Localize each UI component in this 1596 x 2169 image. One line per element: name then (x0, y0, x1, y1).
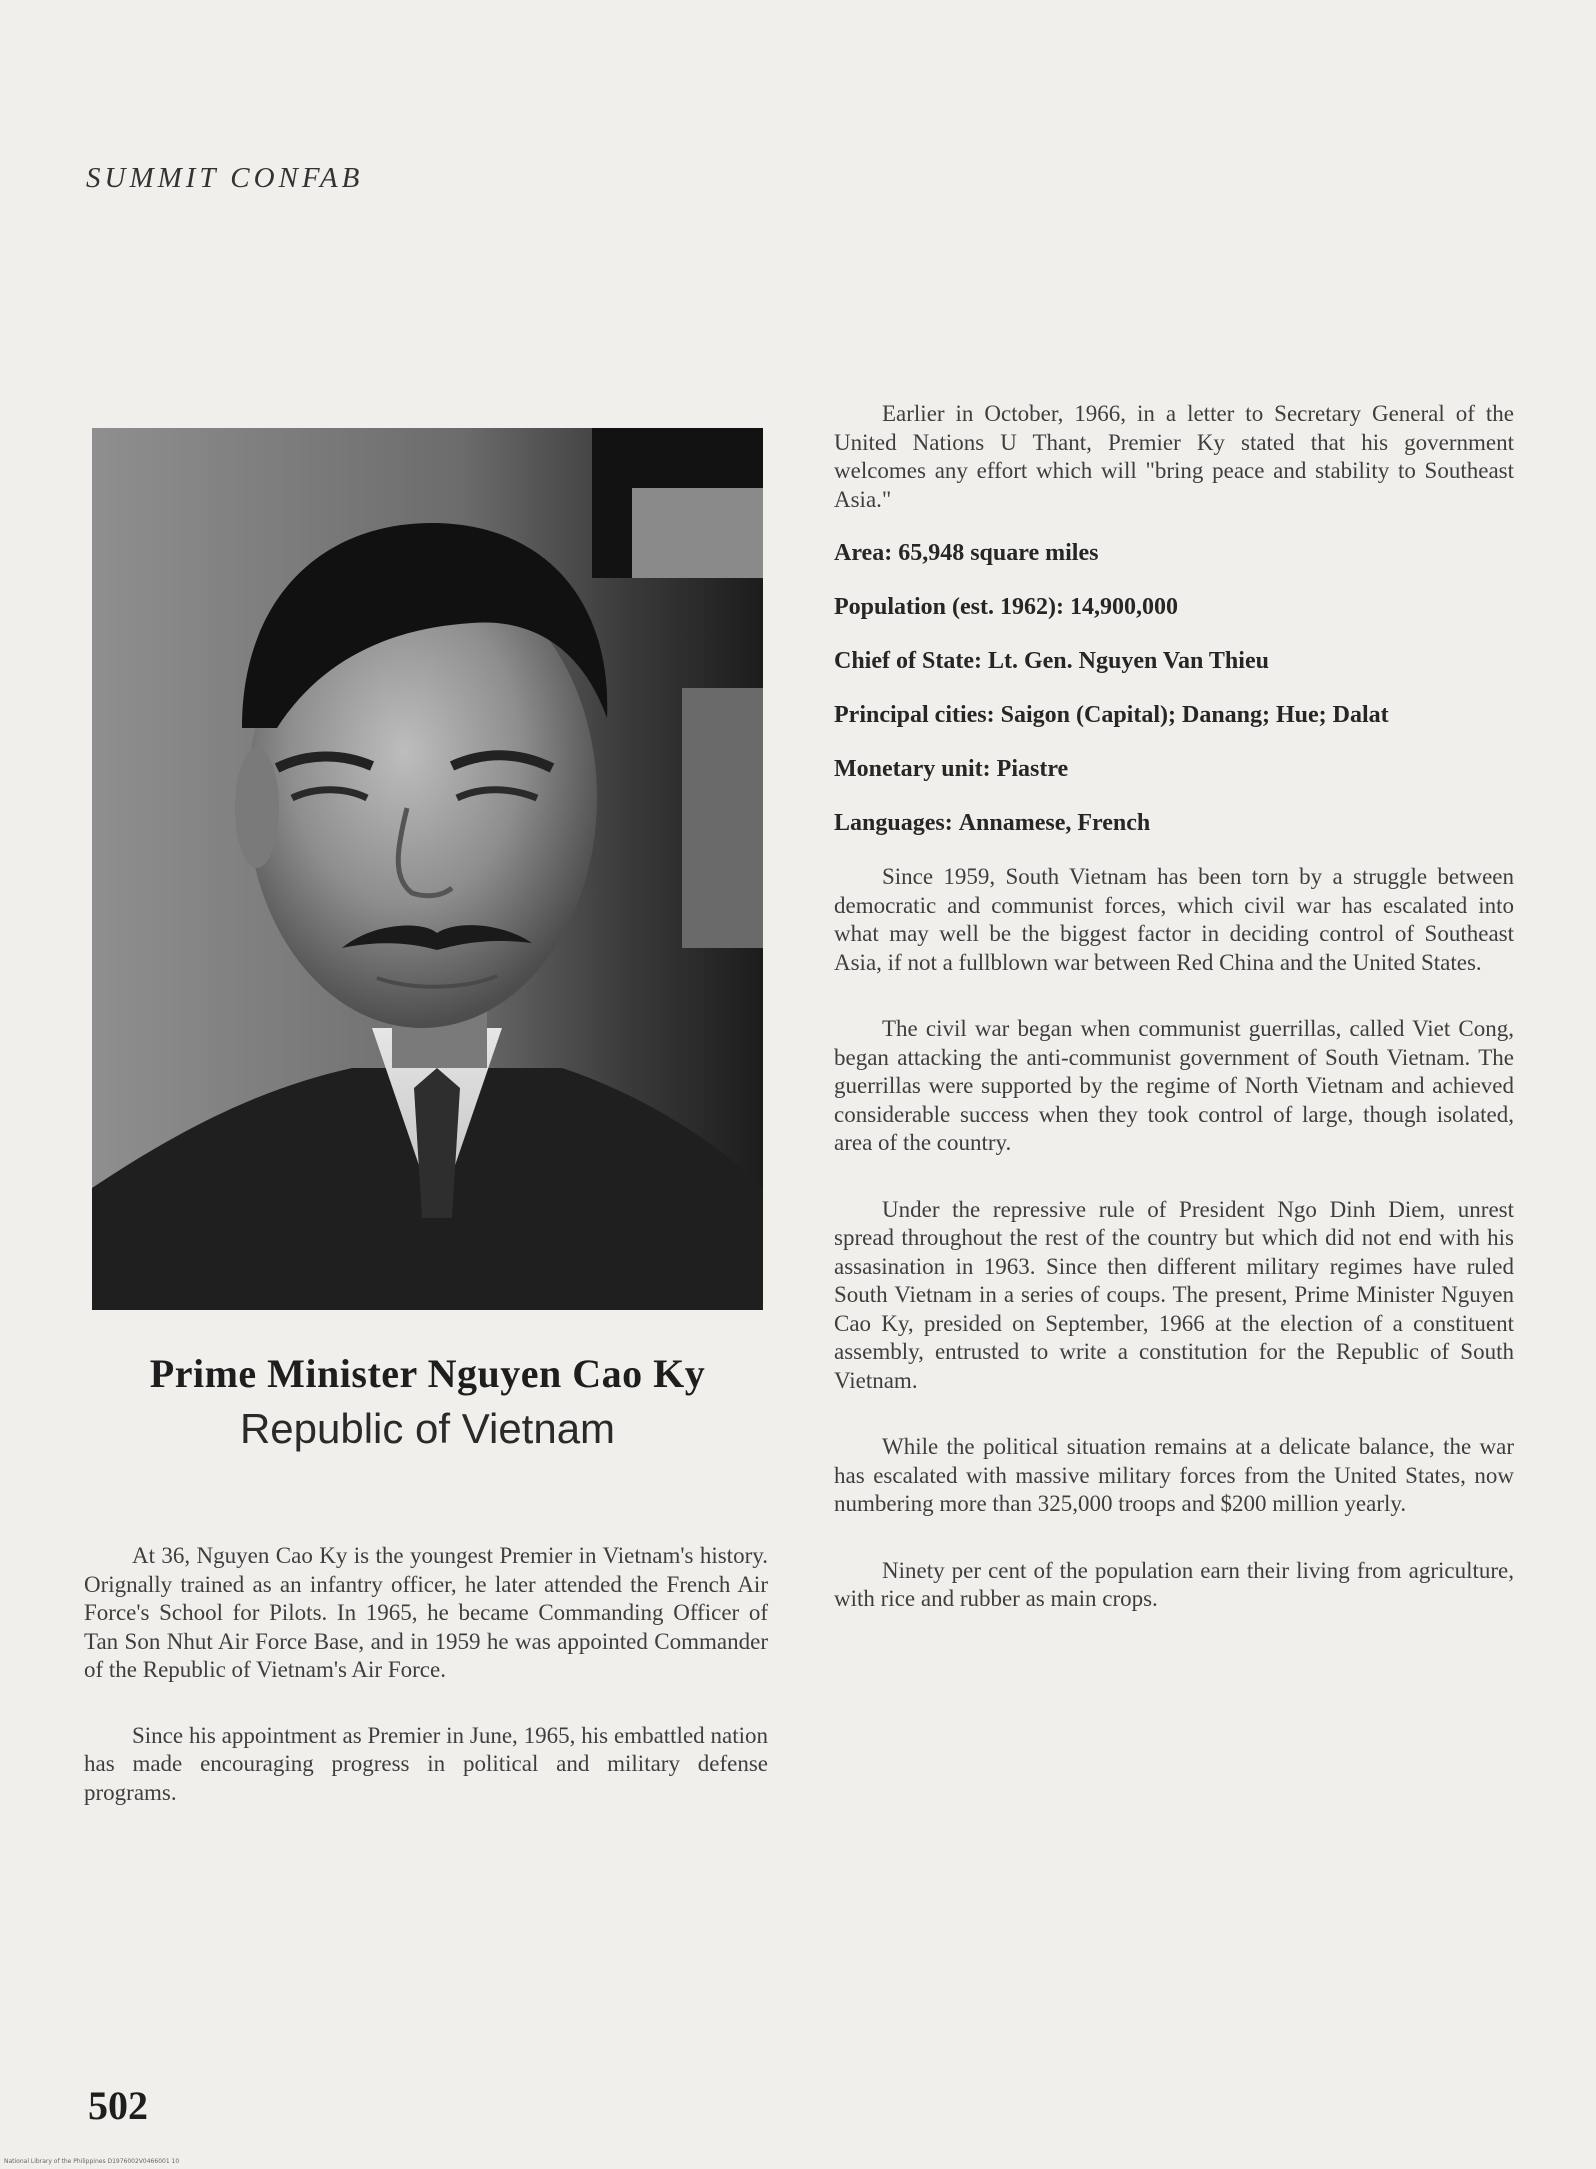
paragraph: At 36, Nguyen Cao Ky is the youngest Premier in Vietnam's history. Orignally trained as an infantry officer, he later attended the French Air Force's School for Pilots. In 1965, he became Commanding Officer of Tan Son Nhut Air Force Base, and in 1959 he was appointed Commander of the Republic of Vietnam's Air Force. (84, 1543, 768, 1682)
fact-label: Area: (834, 540, 893, 566)
fact-area (834, 539, 1514, 567)
running-title: SUMMIT CONFAB (86, 162, 364, 194)
paragraph: Since 1959, South Vietnam has been torn by a struggle between democratic and communist forces, which civil war has escalated into what may well be the biggest factor in deciding control of Southeast Asia, if not a fullblown war between Red China and the United States. (834, 864, 1514, 975)
fact-label: Monetary unit: (834, 756, 991, 782)
photo-caption (92, 1350, 763, 1453)
fact-value: Piastre (996, 756, 1069, 782)
fact-value: Lt. Gen. Nguyen Van Thieu (987, 648, 1269, 674)
fact-population (834, 593, 1514, 621)
portrait-illustration (92, 428, 763, 1310)
page-number: 502 (88, 2083, 148, 2128)
fact-label: Chief of State: (834, 648, 982, 674)
paragraph: The civil war began when communist guerrillas, called Viet Cong, began attacking the anti-communist government of South Vietnam. The guerrillas were supported by the regime of North Vietnam and achieved considerable success when they took control of large, though isolated, area of the country. (834, 1016, 1514, 1155)
caption-name: Prime Minister Nguyen Cao Ky (149, 1351, 706, 1396)
right-column (834, 400, 1514, 1652)
country-facts (834, 539, 1514, 837)
fact-label: Languages: (834, 810, 953, 836)
paragraph: Since his appointment as Premier in June, 1965, his embattled nation has made encouraging progress in political and military defense programs. (84, 1722, 768, 1805)
fact-monetary-unit (834, 755, 1514, 783)
intro-paragraph: Earlier in October, 1966, in a letter to Secretary General of the United Nations U Thant, Premier Ky stated that his government welcomes any effort which will "bring peace and stability to Southeast Asia." (834, 401, 1514, 512)
left-column (84, 1542, 768, 1807)
paragraph: While the political situation remains at a delicate balance, the war has escalated with massive military forces from the United States, now numbering more than 325,000 troops and $200 million yearly. (834, 1434, 1514, 1516)
paragraph: Ninety per cent of the population earn their living from agriculture, with rice and rubber as main crops. (834, 1557, 1514, 1611)
fact-principal-cities (834, 701, 1514, 729)
fact-value: 14,900,000 (1070, 594, 1178, 620)
portrait-photo (92, 428, 763, 1310)
fact-label: Population (est. 1962): (834, 594, 1064, 620)
fact-value: Annamese, French (958, 810, 1151, 836)
fact-chief-of-state (834, 647, 1514, 675)
scan-footer-note: National Library of the Philippines D1976002V0466001 10 (4, 2158, 180, 2165)
fact-value: Saigon (Capital); Danang; Hue; Dalat (1000, 702, 1389, 728)
fact-value: 65,948 square miles (898, 540, 1099, 566)
right-body (834, 863, 1514, 1614)
paragraph: Under the repressive rule of President Ngo Dinh Diem, unrest spread throughout the rest of the country but which did not end with his assasination in 1963. Since then different military regimes have ruled South Vietnam in a series of coups. The present, Prime Minister Nguyen Cao Ky, presided on September, 1966 at the election of a constituent assembly, entrusted to write a constitution for the Republic of South Vietnam. (834, 1196, 1514, 1393)
fact-label: Principal cities: (834, 702, 995, 728)
fact-languages (834, 809, 1514, 837)
caption-country: Republic of Vietnam (239, 1405, 616, 1452)
